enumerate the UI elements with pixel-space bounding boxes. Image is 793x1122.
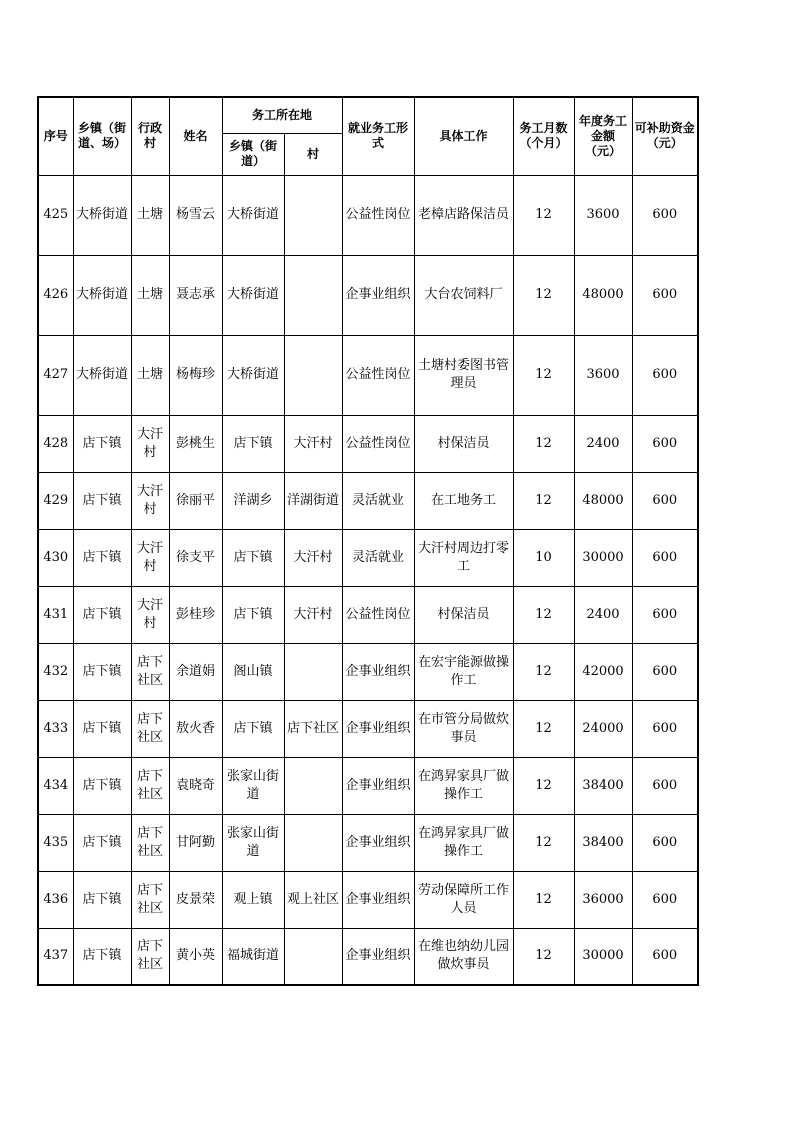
cell-loc-village [284,928,342,985]
header-form: 就业务工形式 [342,97,414,175]
cell-name: 聂志承 [169,255,222,335]
cell-form: 公益性岗位 [342,175,414,255]
cell-job: 老樟店路保洁员 [414,175,513,255]
cell-form: 灵活就业 [342,472,414,529]
cell-subsidy: 600 [632,472,698,529]
cell-town: 店下镇 [73,814,131,871]
cell-name: 余道娟 [169,643,222,700]
cell-subsidy: 600 [632,335,698,415]
cell-loc-town: 阁山镇 [222,643,284,700]
cell-town: 大桥街道 [73,175,131,255]
cell-village: 店下社区 [131,928,169,985]
cell-loc-town: 店下镇 [222,586,284,643]
cell-name: 皮景荣 [169,871,222,928]
cell-village: 店下社区 [131,700,169,757]
cell-loc-town: 店下镇 [222,529,284,586]
cell-town: 店下镇 [73,871,131,928]
cell-loc-town: 大桥街道 [222,175,284,255]
cell-form: 企事业组织 [342,643,414,700]
cell-months: 12 [513,472,574,529]
cell-loc-town: 观上镇 [222,871,284,928]
cell-form: 企事业组织 [342,928,414,985]
cell-loc-village: 大汗村 [284,415,342,472]
cell-seq: 428 [38,415,73,472]
cell-name: 袁晓奇 [169,757,222,814]
cell-subsidy: 600 [632,255,698,335]
cell-job: 在维也纳幼儿园做炊事员 [414,928,513,985]
table-row [38,335,698,415]
header-loc-town: 乡镇（街道） [222,133,284,175]
cell-amount: 24000 [574,700,632,757]
cell-loc-town: 大桥街道 [222,255,284,335]
cell-town: 店下镇 [73,472,131,529]
cell-loc-town: 张家山街道 [222,757,284,814]
header-subsidy: 可补助资金（元） [632,97,698,175]
cell-form: 企事业组织 [342,255,414,335]
header-name: 姓名 [169,97,222,175]
cell-name: 彭桂珍 [169,586,222,643]
header-amount: 年度务工金额（元） [574,97,632,175]
cell-loc-town: 店下镇 [222,700,284,757]
cell-amount: 2400 [574,586,632,643]
cell-job: 村保洁员 [414,586,513,643]
cell-subsidy: 600 [632,586,698,643]
cell-seq: 434 [38,757,73,814]
table-row [38,814,698,871]
cell-town: 店下镇 [73,757,131,814]
cell-town: 店下镇 [73,700,131,757]
cell-subsidy: 600 [632,175,698,255]
cell-subsidy: 600 [632,928,698,985]
cell-form: 公益性岗位 [342,335,414,415]
cell-amount: 36000 [574,871,632,928]
header-loc-village: 村 [284,133,342,175]
cell-loc-town: 张家山街道 [222,814,284,871]
cell-subsidy: 600 [632,643,698,700]
cell-amount: 48000 [574,255,632,335]
cell-months: 12 [513,415,574,472]
cell-amount: 30000 [574,928,632,985]
cell-seq: 429 [38,472,73,529]
cell-job: 大汗村周边打零工 [414,529,513,586]
cell-seq: 435 [38,814,73,871]
cell-job: 劳动保障所工作人员 [414,871,513,928]
cell-form: 公益性岗位 [342,586,414,643]
cell-subsidy: 600 [632,415,698,472]
table-row [38,415,698,472]
cell-amount: 3600 [574,175,632,255]
cell-loc-village [284,757,342,814]
cell-months: 10 [513,529,574,586]
cell-months: 12 [513,871,574,928]
cell-name: 甘阿勤 [169,814,222,871]
table-row [38,529,698,586]
cell-loc-village [284,335,342,415]
cell-loc-village: 观上社区 [284,871,342,928]
cell-seq: 426 [38,255,73,335]
header-seq: 序号 [38,97,73,175]
cell-loc-town: 大桥街道 [222,335,284,415]
cell-loc-village [284,814,342,871]
cell-form: 企事业组织 [342,871,414,928]
cell-town: 店下镇 [73,415,131,472]
cell-amount: 38400 [574,814,632,871]
cell-job: 在工地务工 [414,472,513,529]
cell-subsidy: 600 [632,757,698,814]
cell-months: 12 [513,928,574,985]
cell-loc-village: 店下社区 [284,700,342,757]
table-row [38,871,698,928]
cell-job: 大台农饲料厂 [414,255,513,335]
cell-amount: 3600 [574,335,632,415]
table-row [38,928,698,985]
table-row [38,643,698,700]
header-months: 务工月数（个月） [513,97,574,175]
cell-form: 企事业组织 [342,700,414,757]
cell-months: 12 [513,586,574,643]
cell-subsidy: 600 [632,529,698,586]
cell-months: 12 [513,643,574,700]
cell-form: 企事业组织 [342,757,414,814]
cell-amount: 38400 [574,757,632,814]
cell-village: 店下社区 [131,757,169,814]
cell-town: 店下镇 [73,928,131,985]
cell-months: 12 [513,757,574,814]
cell-months: 12 [513,335,574,415]
cell-name: 黄小英 [169,928,222,985]
cell-job: 村保洁员 [414,415,513,472]
cell-town: 店下镇 [73,643,131,700]
cell-village: 土塘 [131,255,169,335]
table-row [38,700,698,757]
cell-months: 12 [513,814,574,871]
cell-name: 徐丽平 [169,472,222,529]
cell-town: 大桥街道 [73,335,131,415]
table-row [38,255,698,335]
cell-seq: 433 [38,700,73,757]
cell-subsidy: 600 [632,814,698,871]
cell-amount: 2400 [574,415,632,472]
cell-village: 大汗村 [131,472,169,529]
subsidy-table [37,96,699,986]
cell-loc-village: 大汗村 [284,586,342,643]
cell-loc-village: 大汗村 [284,529,342,586]
cell-loc-town: 福城街道 [222,928,284,985]
cell-loc-village [284,255,342,335]
cell-seq: 430 [38,529,73,586]
cell-amount: 48000 [574,472,632,529]
table-row [38,757,698,814]
cell-subsidy: 600 [632,871,698,928]
cell-village: 店下社区 [131,871,169,928]
cell-village: 大汗村 [131,586,169,643]
cell-seq: 436 [38,871,73,928]
cell-village: 土塘 [131,335,169,415]
cell-village: 土塘 [131,175,169,255]
cell-village: 大汗村 [131,415,169,472]
cell-form: 灵活就业 [342,529,414,586]
cell-seq: 431 [38,586,73,643]
cell-months: 12 [513,255,574,335]
cell-name: 杨雪云 [169,175,222,255]
table-row [38,472,698,529]
header-work-location: 务工所在地 [222,97,342,133]
table-row [38,175,698,255]
cell-amount: 30000 [574,529,632,586]
cell-loc-town: 店下镇 [222,415,284,472]
cell-town: 大桥街道 [73,255,131,335]
cell-seq: 427 [38,335,73,415]
cell-seq: 437 [38,928,73,985]
cell-job: 在鸿昇家具厂做操作工 [414,757,513,814]
cell-months: 12 [513,700,574,757]
table-row [38,586,698,643]
cell-name: 彭桃生 [169,415,222,472]
header-town: 乡镇（街道、场） [73,97,131,175]
cell-name: 敖火香 [169,700,222,757]
cell-seq: 425 [38,175,73,255]
header-job: 具体工作 [414,97,513,175]
cell-job: 在宏宇能源做操作工 [414,643,513,700]
cell-job: 在鸿昇家具厂做操作工 [414,814,513,871]
cell-subsidy: 600 [632,700,698,757]
cell-village: 店下社区 [131,814,169,871]
header-village: 行政村 [131,97,169,175]
cell-form: 公益性岗位 [342,415,414,472]
cell-amount: 42000 [574,643,632,700]
cell-name: 杨梅珍 [169,335,222,415]
cell-job: 土塘村委图书管理员 [414,335,513,415]
cell-loc-town: 洋湖乡 [222,472,284,529]
cell-loc-village: 洋湖街道 [284,472,342,529]
cell-village: 店下社区 [131,643,169,700]
cell-loc-village [284,643,342,700]
cell-form: 企事业组织 [342,814,414,871]
cell-months: 12 [513,175,574,255]
cell-seq: 432 [38,643,73,700]
cell-town: 店下镇 [73,529,131,586]
cell-town: 店下镇 [73,586,131,643]
cell-village: 大汗村 [131,529,169,586]
cell-job: 在市管分局做炊事员 [414,700,513,757]
cell-name: 徐支平 [169,529,222,586]
cell-loc-village [284,175,342,255]
